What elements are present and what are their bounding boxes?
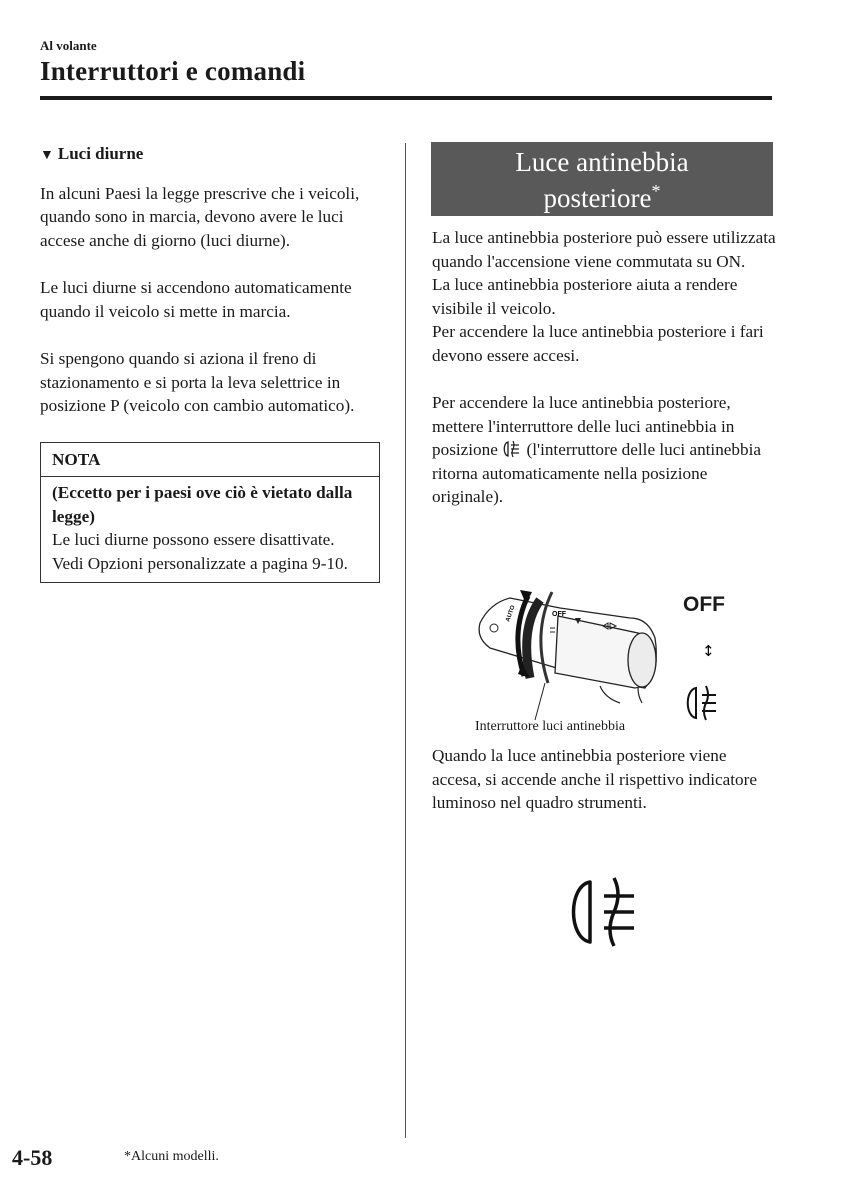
paragraph-text: Per accendere la luce antinebbia posteriore, mettere l'interruttore delle luci antinebbia in posizione <box>432 393 735 459</box>
note-heading: NOTA <box>41 443 379 478</box>
paragraph-line: La luce antinebbia posteriore aiuta a rendere visibile il veicolo. <box>432 275 738 318</box>
note-body <box>41 477 379 582</box>
paragraph-text: (l'interruttore delle luci antinebbia ritorna automaticamente nella posizione originale). <box>432 440 762 506</box>
paragraph: Le luci diurne si accendono automaticamente quando il veicolo si mette in marcia. <box>40 278 352 321</box>
section-title-line1: Luce antinebbia <box>515 147 689 177</box>
column-divider <box>405 143 406 1138</box>
page-number: 4-58 <box>12 1145 53 1170</box>
paragraph-line: Per accendere la luce antinebbia posteriore i fari devono essere accesi. <box>432 322 764 365</box>
rear-fog-indicator-icon <box>566 876 642 948</box>
rear-fog-light-icon <box>502 440 522 458</box>
figure-caption: Interruttore luci antinebbia <box>475 719 626 734</box>
position-arrow: ↕ <box>702 642 715 660</box>
subhead-luci-diurne <box>40 142 382 168</box>
triangle-marker-icon: ▼ <box>40 148 54 163</box>
header-rule <box>40 96 772 100</box>
section-title-line2 <box>431 180 773 216</box>
paragraph <box>432 391 777 509</box>
paragraph: Quando la luce antinebbia posteriore viene accesa, si accende anche il rispettivo indicatore luminoso nel quadro strumenti. <box>432 746 757 812</box>
page-title: Interruttori e comandi <box>40 56 306 86</box>
note-line: Le luci diurne possono essere disattivate. <box>52 530 335 549</box>
paragraph: In alcuni Paesi la legge prescrive che i veicoli, quando sono in marcia, devono avere le luci accese anche di giorno (luci diurne). <box>40 183 360 250</box>
switch-auto-text: AUTO <box>505 604 517 623</box>
footnote: *Alcuni modelli. <box>124 1149 219 1164</box>
note-box <box>40 442 380 584</box>
left-column <box>40 142 382 583</box>
section-label: Al volante <box>40 38 97 53</box>
paragraph <box>432 226 777 367</box>
rear-fog-light-icon <box>688 686 716 720</box>
switch-off-text: OFF <box>552 611 566 618</box>
subhead-text: Luci diurne <box>57 144 144 163</box>
note-reference: Vedi Opzioni personalizzate a pagina 9-10. <box>52 553 348 573</box>
note-condition: (Eccetto per i paesi ove ciò è vietato dalla legge) <box>52 483 353 526</box>
right-column <box>432 226 777 533</box>
off-label: OFF <box>683 593 725 616</box>
section-title-box <box>431 142 773 216</box>
section-title-line2-text: posteriore <box>543 183 652 213</box>
asterisk-marker: * <box>651 181 661 201</box>
paragraph-line: La luce antinebbia posteriore può essere utilizzata quando l'accensione viene commutata su ON. <box>432 228 776 271</box>
paragraph: Si spengono quando si aziona il freno di stazionamento e si porta la leva selettrice in posizione P (veicolo con cambio automatico). <box>40 349 355 415</box>
